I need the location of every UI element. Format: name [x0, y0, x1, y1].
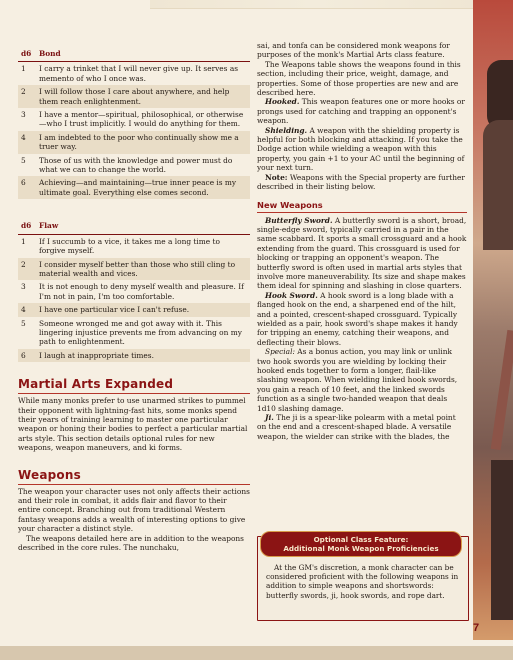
flaw-die-header: d6 — [18, 219, 36, 234]
hook-sword-entry — [257, 291, 467, 347]
table-row — [18, 131, 250, 154]
right-column — [257, 41, 467, 441]
special-term: Special: — [265, 347, 295, 357]
row-number: 6 — [18, 176, 36, 199]
table-row — [18, 258, 250, 281]
row-text: If I succumb to a vice, it takes me a long time to forgive myself. — [36, 234, 250, 257]
shielding-property — [257, 126, 467, 173]
row-number: 2 — [18, 85, 36, 108]
note-term: Note: — [265, 172, 288, 182]
shielding-text: A weapon with the shielding property is helpful for both blocking and attacking. If you take the Dodge action while wielding a weapon with this property, you gain +1 to your AC until the beginning of your next turn. — [257, 125, 465, 173]
row-text: Those of us with the knowledge and power must do what we can to change the world. — [36, 154, 250, 177]
weapons-heading: Weapons — [18, 469, 250, 485]
flaw-table — [18, 219, 250, 362]
table-row — [18, 62, 250, 85]
page-number: 7 — [472, 622, 480, 634]
bond-name-header: Bond — [36, 47, 250, 62]
note-text: Weapons with the Special property are further described in their listing below. — [257, 172, 465, 192]
row-number: 1 — [18, 62, 36, 85]
hooked-text: This weapon features one or more hooks or prongs used for catching and trapping an opponent's weapon. — [257, 97, 465, 126]
table-row — [18, 176, 250, 199]
row-number: 5 — [18, 317, 36, 349]
table-row — [18, 280, 250, 303]
weapons-paragraph-2: The weapons detailed here are in addition to the weapons described in the core rules. The nunchaku, — [18, 533, 244, 553]
row-text: I consider myself better than those who still cling to material wealth and vices. — [36, 258, 250, 281]
row-number: 3 — [18, 280, 36, 303]
row-text: I am indebted to the poor who continually show me a truer way. — [36, 131, 250, 154]
butterfly-text: A butterfly sword is a short, broad, single-edge sword, typically carried in a pair in the same scabbard. It sports a small crossguard and a hook extending from the guard. This crossguard is used for blocking or trapping an opponent's weapon. The butterfly sword is often used in martial arts styles that involve more maneuverability. Its size and shape makes them ideal for spinning and slashing in close quarters. — [257, 215, 467, 291]
row-text: I will follow those I care about anywhere, and help them reach enlightenment. — [36, 85, 250, 108]
table-row — [18, 234, 250, 257]
shielding-term: Shielding. — [265, 125, 308, 135]
table-row — [18, 108, 250, 131]
sidebar-title-line-2: Additional Monk Weapon Proficiencies — [283, 544, 439, 553]
new-weapons-heading: New Weapons — [257, 200, 467, 213]
row-number: 3 — [18, 108, 36, 131]
row-text: I have one particular vice I can't refuse. — [36, 303, 250, 316]
monk-weapons-paragraph: sai, and tonfa can be considered monk weapons for purposes of the monk's Martial Arts class feature. — [257, 41, 450, 60]
row-text: It is not enough to deny myself wealth and pleasure. If I'm not in pain, I'm too comfortable. — [36, 280, 250, 303]
sidebar-body: At the GM's discretion, a monk character can be considered proficient with the following weapons in addition to simple weapons and shortswords: butterfly swords, ji, hook swords, and rope dart. — [266, 563, 459, 600]
flaw-name-header: Flaw — [36, 219, 250, 234]
table-row — [18, 303, 250, 316]
row-number: 6 — [18, 349, 36, 362]
table-row — [18, 349, 250, 362]
special-text: As a bonus action, you may link or unlink two hook swords you are wielding by locking their hooked ends together to form a longer, flail-like slashing weapon. When wielding linked hook swords, you gain a reach of 10 feet, and the linked swords function as a single two-handed weapon that deals 1d10 slashing damage. — [257, 347, 458, 413]
bottom-border — [0, 646, 513, 660]
artwork-illustration — [473, 0, 513, 640]
butterfly-term: Butterfly Sword. — [265, 215, 333, 225]
optional-feature-sidebar — [257, 536, 469, 621]
sidebar-title-line-1: Optional Class Feature: — [313, 535, 409, 544]
row-number: 5 — [18, 154, 36, 177]
hooked-term: Hooked. — [265, 97, 300, 107]
left-column — [18, 47, 250, 552]
row-text: Achieving—and maintaining—true inner peace is my ultimate goal. Everything else comes second. — [36, 176, 250, 199]
row-number: 1 — [18, 234, 36, 257]
hook-text: A hook sword is a long blade with a flanged hook on the end, a sharpened end of the hilt, and a pointed, crescent-shaped crossguard. Typically wielded as a pair, hook sword's shape makes it handy for tripping an enemy, catching their weapons, and deflecting their blows. — [257, 290, 458, 347]
row-number: 4 — [18, 303, 36, 316]
hooked-property — [257, 97, 467, 125]
ji-entry — [257, 413, 467, 441]
table-row — [18, 154, 250, 177]
row-text: I carry a trinket that I will never give up. It serves as memento of who I once was. — [36, 62, 250, 85]
bond-die-header: d6 — [18, 47, 36, 62]
martial-arts-body: While many monks prefer to use unarmed strikes to pummel their opponent with lightning-fast hits, some monks spend their years of training learning to master one particular weapon or honing their bodies to perfect a particular martial arts style. This section details optional rules for new weapons, weapon maneuvers, and ki forms. — [18, 396, 248, 453]
table-row — [18, 317, 250, 349]
hook-sword-special — [257, 347, 467, 413]
row-text: I laugh at inappropriate times. — [36, 349, 250, 362]
weapons-paragraph-1: The weapon your character uses not only affects their actions and their role in combat, it adds flair and flavor to their entire concept. Branching out from traditional Western fantasy weapons adds a wealth of interesting options to give your character a distinct style. — [18, 486, 250, 534]
hook-term: Hook Sword. — [265, 290, 318, 300]
martial-arts-heading: Martial Arts Expanded — [18, 378, 250, 394]
bond-table — [18, 47, 250, 199]
ji-text: The ji is a spear-like polearm with a metal point on the end and a crescent-shaped blade. A versatile weapon, the wielder can strike with the blades, the — [257, 413, 456, 441]
row-number: 2 — [18, 258, 36, 281]
ji-term: Ji. — [265, 413, 274, 423]
row-number: 4 — [18, 131, 36, 154]
row-text: Someone wronged me and got away with it. This lingering injustice prevents me from advancing on my path to enlightenment. — [36, 317, 250, 349]
weapons-table-paragraph: The Weapons table shows the weapons found in this section, including their price, weight, damage, and properties. Some of those properties are new and are described here. — [257, 59, 461, 98]
table-row — [18, 85, 250, 108]
row-text: I have a mentor—spiritual, philosophical, or otherwise—who I trust implicitly. I would do anything for them. — [36, 108, 250, 131]
sidebar-title — [260, 531, 462, 557]
top-decoration — [150, 0, 480, 9]
special-note — [257, 173, 467, 192]
butterfly-sword-entry — [257, 216, 467, 291]
